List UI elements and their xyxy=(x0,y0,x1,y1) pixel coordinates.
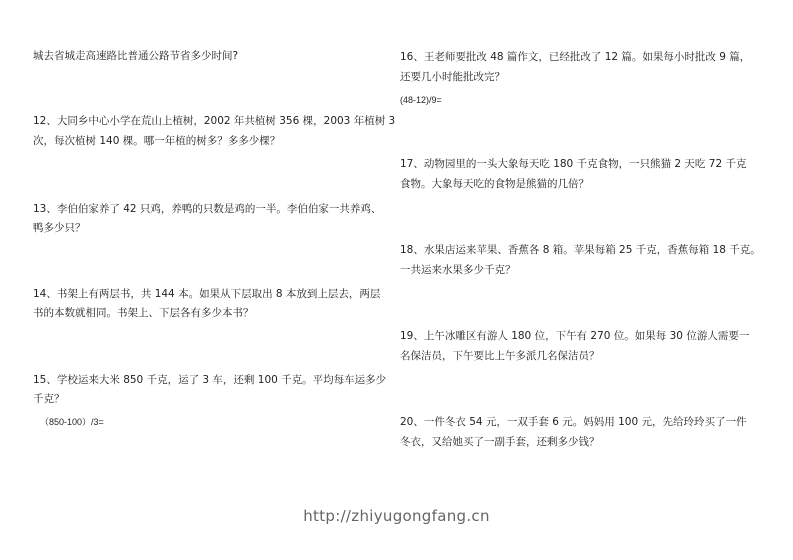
question-17-line-2: 食物。大象每天吃的食物是熊猫的几倍？ xyxy=(400,178,589,190)
question-16-line-1: 16、王老师要批改 48 篇作文，已经批改了 12 篇。如果每小时批改 9 篇， xyxy=(400,51,751,63)
question-18-line-2: 一共运来水果多少千克？ xyxy=(400,264,516,276)
question-12-line-1: 12、大同乡中心小学在荒山上植树，2002 年共植树 356 棵，2003 年植树 3 xyxy=(33,115,396,127)
question-14-line-1: 14、书架上有两层书，共 144 本。如果从下层取出 8 本放到上层去，两层 xyxy=(33,288,381,300)
question-20-line-2: 冬衣，又给她买了一副手套，还剩多少钱？ xyxy=(400,436,600,448)
question-13-line-2: 鸭多少只？ xyxy=(33,222,86,234)
question-11-tail: 城去省城走高速路比普通公路节省多少时间? xyxy=(33,50,239,62)
question-15-line-2: 千克？ xyxy=(33,393,65,405)
question-17-line-1: 17、动物园里的一头大象每天吃 180 千克食物，一只熊猫 2 天吃 72 千克 xyxy=(400,158,747,170)
question-14-line-2: 书的本数就相同。书架上、下层各有多少本书？ xyxy=(33,307,254,319)
question-13-line-1: 13、李伯伯家养了 42 只鸡，养鸭的只数是鸡的一半。李伯伯家一共养鸡、 xyxy=(33,203,382,215)
question-16-answer: (48-12)/9= xyxy=(400,95,442,105)
question-19-line-1: 19、上午冰雕区有游人 180 位，下午有 270 位。如果每 30 位游人需要一 xyxy=(400,330,750,342)
question-12-line-2: 次，每次植树 140 棵。哪一年植的树多？多多少棵？ xyxy=(33,135,281,147)
question-18-line-1: 18、水果店运来苹果、香蕉各 8 箱。苹果每箱 25 千克，香蕉每箱 18 千克。 xyxy=(400,244,761,256)
question-16-line-2: 还要几小时能批改完？ xyxy=(400,71,505,83)
question-20-line-1: 20、一件冬衣 54 元，一双手套 6 元。妈妈用 100 元，先给玲玲买了一件 xyxy=(400,416,747,428)
question-15-line-1: 15、学校运来大米 850 千克，运了 3 车，还剩 100 千克。平均每车运多少 xyxy=(33,374,387,386)
question-15-answer: （850-100）/3= xyxy=(40,417,104,427)
footer-url: http://zhiyugongfang.cn xyxy=(303,507,490,525)
question-19-line-2: 名保洁员，下午要比上午多派几名保洁员？ xyxy=(400,350,600,362)
